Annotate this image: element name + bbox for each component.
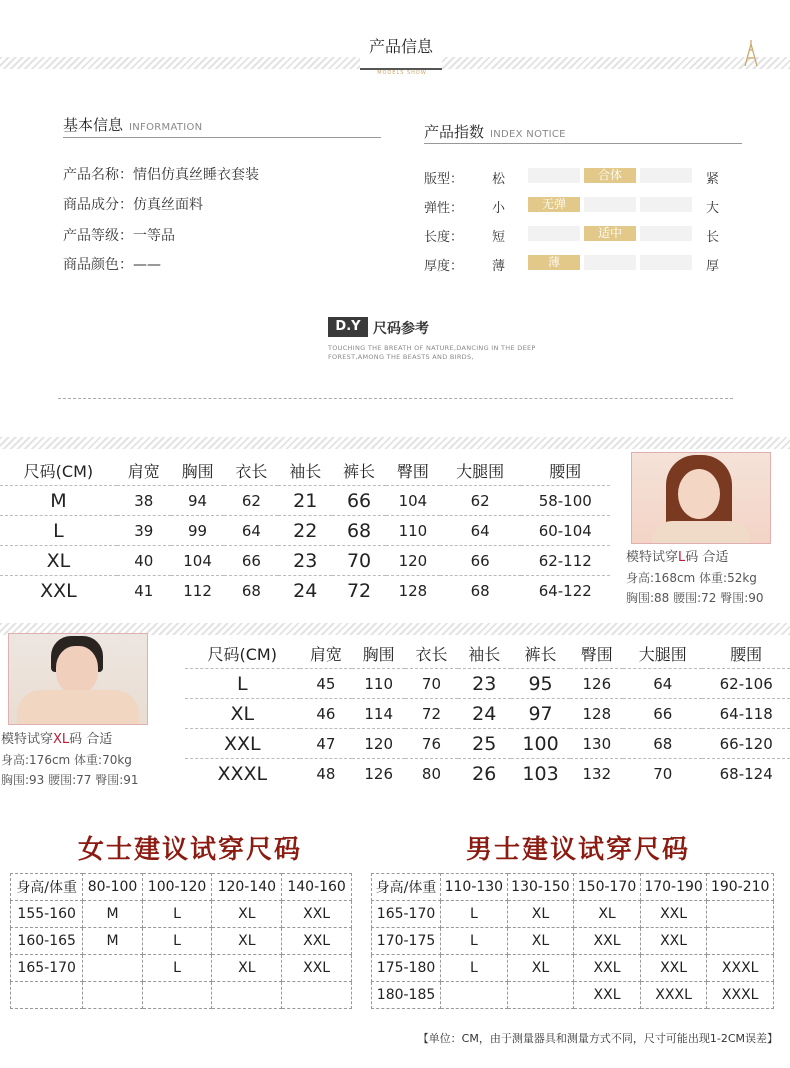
- table-cell: L: [441, 955, 508, 982]
- table-cell: L: [441, 928, 508, 955]
- table-cell: 66: [440, 546, 521, 576]
- table-cell: 24: [458, 699, 511, 729]
- table-cell: L: [441, 901, 508, 928]
- table-cell: XXL: [282, 901, 352, 928]
- index-label: 长度：: [424, 230, 464, 245]
- index-divider: [424, 143, 742, 144]
- index-max-label: 长: [706, 230, 720, 245]
- table-cell: 64: [440, 516, 521, 546]
- table-cell: 180-185: [372, 982, 441, 1009]
- basic-value: 情侣仿真丝睡衣套装: [133, 167, 259, 183]
- women-table-pattern: [0, 437, 790, 449]
- table-cell: XL: [212, 928, 282, 955]
- index-scale-segment: 合体: [584, 168, 636, 183]
- women-rec-title: 女士建议试穿尺码: [78, 835, 303, 865]
- table-cell: 60-104: [521, 516, 610, 546]
- table-cell: 126: [570, 669, 623, 699]
- table-row: [185, 759, 790, 789]
- table-cell: [83, 982, 142, 1009]
- index-row: [424, 224, 754, 244]
- table-cell: 70: [623, 759, 702, 789]
- women-rec-table: [10, 873, 352, 1009]
- column-header: 大腿围: [638, 645, 687, 664]
- basic-label: 商品成分：: [63, 197, 133, 213]
- table-cell: XXL: [640, 955, 707, 982]
- column-header: 臀围: [580, 645, 613, 664]
- women-fit-size: L: [678, 550, 686, 565]
- column-header: 胸围: [362, 645, 395, 664]
- column-header: 190-210: [707, 874, 774, 901]
- table-cell: 160-165: [11, 928, 83, 955]
- basic-row: [63, 254, 161, 274]
- index-row: [424, 195, 754, 215]
- table-cell: XXL: [574, 928, 641, 955]
- column-header: 肩宽: [309, 645, 342, 664]
- basic-info-heading: [63, 114, 202, 135]
- table-cell: [507, 982, 574, 1009]
- basic-label: 产品名称：: [63, 167, 133, 183]
- table-cell: 66: [332, 486, 386, 516]
- women-size-table: [0, 456, 610, 605]
- index-title: 产品指数: [424, 123, 485, 141]
- table-cell: 104: [386, 486, 440, 516]
- column-header: 腰围: [549, 462, 582, 481]
- column-header: 肩宽: [127, 462, 160, 481]
- table-cell: [707, 928, 774, 955]
- table-header-row: [0, 456, 610, 486]
- table-row: [0, 576, 610, 606]
- table-cell: 130: [570, 729, 623, 759]
- column-header: 170-190: [640, 874, 707, 901]
- table-cell: 45: [300, 669, 353, 699]
- table-cell: XXL: [640, 901, 707, 928]
- table-cell: 110: [352, 669, 405, 699]
- column-header: 腰围: [730, 645, 763, 664]
- dy-logo-text: D.Y: [335, 319, 361, 334]
- basic-row: [63, 225, 175, 245]
- table-row: [0, 486, 610, 516]
- table-cell: 22: [278, 516, 332, 546]
- table-row: [185, 729, 790, 759]
- index-scale-segment: [584, 255, 636, 270]
- table-row: [372, 955, 774, 982]
- table-cell: XXXL: [707, 955, 774, 982]
- table-row: [185, 699, 790, 729]
- table-cell: 64-122: [521, 576, 610, 606]
- column-header: 衣长: [235, 462, 268, 481]
- basic-value: 仿真丝面料: [133, 197, 203, 213]
- column-header: 裤长: [343, 462, 376, 481]
- index-max-label: 厚: [706, 259, 720, 274]
- table-cell: XXL: [574, 982, 641, 1009]
- table-cell: XXL: [574, 955, 641, 982]
- table-cell: XL: [0, 546, 117, 576]
- column-header: 身高/体重: [372, 874, 441, 901]
- table-cell: XXXL: [707, 982, 774, 1009]
- table-cell: 62: [440, 486, 521, 516]
- women-model-body: 身高:168cm 体重:52kg: [626, 571, 757, 585]
- basic-label: 产品等级：: [63, 228, 133, 244]
- table-cell: 21: [278, 486, 332, 516]
- basic-info-title: 基本信息: [63, 116, 124, 134]
- men-model-info: [1, 730, 139, 790]
- table-cell: [142, 982, 212, 1009]
- header-title-box: [360, 30, 442, 70]
- table-cell: 26: [458, 759, 511, 789]
- men-size-table: [185, 639, 790, 788]
- index-scale-segment: [640, 255, 692, 270]
- table-cell: XL: [574, 901, 641, 928]
- men-fit-suffix: 码 合适: [69, 732, 113, 747]
- table-cell: 48: [300, 759, 353, 789]
- table-cell: XL: [212, 955, 282, 982]
- women-fit-suffix: 码 合适: [685, 550, 729, 565]
- table-cell: 64: [224, 516, 278, 546]
- table-cell: 23: [278, 546, 332, 576]
- table-cell: 68: [440, 576, 521, 606]
- column-header: 120-140: [212, 874, 282, 901]
- men-model-measure: 胸围:93 腰围:77 臀围:91: [1, 773, 139, 787]
- index-scale-segment: [640, 168, 692, 183]
- index-max-label: 大: [706, 201, 720, 216]
- table-cell: 128: [570, 699, 623, 729]
- index-title-en: INDEX NOTICE: [490, 129, 566, 140]
- women-model-photo: [631, 452, 771, 544]
- table-cell: XXL: [0, 576, 117, 606]
- table-cell: 95: [511, 669, 571, 699]
- table-cell: XXL: [282, 955, 352, 982]
- table-cell: 38: [117, 486, 171, 516]
- table-cell: [441, 982, 508, 1009]
- section-divider: [58, 398, 733, 399]
- table-cell: M: [83, 928, 142, 955]
- index-row: [424, 253, 754, 273]
- table-cell: M: [0, 486, 117, 516]
- index-scale-segment: [640, 226, 692, 241]
- column-header: 袖长: [468, 645, 501, 664]
- column-header: 裤长: [524, 645, 557, 664]
- table-cell: 120: [386, 546, 440, 576]
- table-cell: 64-118: [702, 699, 790, 729]
- table-cell: XL: [185, 699, 300, 729]
- basic-info-divider: [63, 137, 381, 138]
- table-cell: 23: [458, 669, 511, 699]
- women-model-info: [626, 548, 764, 608]
- index-scale-segment: 适中: [584, 226, 636, 241]
- table-cell: 24: [278, 576, 332, 606]
- table-cell: L: [142, 901, 212, 928]
- index-heading: [424, 121, 566, 142]
- size-ref-title: 尺码参考: [373, 321, 429, 337]
- table-cell: [282, 982, 352, 1009]
- basic-value: ——: [133, 257, 161, 273]
- basic-label: 商品颜色：: [63, 257, 133, 273]
- men-model-photo: [8, 633, 148, 725]
- table-row: [11, 982, 352, 1009]
- index-label: 版型：: [424, 172, 464, 187]
- women-fit-prefix: 模特试穿: [626, 550, 679, 565]
- table-cell: XXL: [185, 729, 300, 759]
- table-cell: 97: [511, 699, 571, 729]
- table-row: [11, 955, 352, 982]
- basic-row: [63, 194, 203, 214]
- column-header: 大腿围: [456, 462, 505, 481]
- table-cell: 68: [224, 576, 278, 606]
- table-row: [11, 901, 352, 928]
- size-ref-tagline-2: FOREST,AMONG THE BEASTS AND BIRDS,: [328, 353, 474, 361]
- table-cell: 100: [511, 729, 571, 759]
- men-fit-prefix: 模特试穿: [1, 732, 54, 747]
- table-cell: 72: [405, 699, 458, 729]
- table-cell: 68: [332, 516, 386, 546]
- table-cell: 99: [171, 516, 225, 546]
- table-cell: 94: [171, 486, 225, 516]
- column-header: 尺码(CM): [23, 462, 94, 481]
- table-cell: 103: [511, 759, 571, 789]
- table-cell: XL: [507, 901, 574, 928]
- table-cell: [707, 901, 774, 928]
- index-scale-segment: 薄: [528, 255, 580, 270]
- table-cell: 155-160: [11, 901, 83, 928]
- table-cell: XXXL: [640, 982, 707, 1009]
- header-subtitle: MODELS SHOW: [377, 70, 427, 76]
- table-cell: 62-112: [521, 546, 610, 576]
- column-header: 衣长: [415, 645, 448, 664]
- table-cell: 104: [171, 546, 225, 576]
- table-cell: L: [142, 928, 212, 955]
- column-header: 110-130: [441, 874, 508, 901]
- table-cell: XL: [507, 928, 574, 955]
- size-ref-tagline-1: TOUCHING THE BREATH OF NATURE,DANCING IN THE DEEP: [328, 344, 536, 352]
- men-model-body: 身高:176cm 体重:70kg: [1, 753, 132, 767]
- table-cell: [212, 982, 282, 1009]
- table-cell: 62-106: [702, 669, 790, 699]
- table-cell: XL: [212, 901, 282, 928]
- table-cell: [83, 955, 142, 982]
- table-cell: 68: [623, 729, 702, 759]
- table-cell: 66: [224, 546, 278, 576]
- index-scale-segment: [528, 168, 580, 183]
- table-cell: 47: [300, 729, 353, 759]
- dy-logo: [328, 317, 368, 337]
- table-cell: 39: [117, 516, 171, 546]
- table-header-row: [185, 639, 790, 669]
- table-cell: M: [83, 901, 142, 928]
- column-header: 100-120: [142, 874, 212, 901]
- table-cell: 41: [117, 576, 171, 606]
- table-cell: 165-170: [372, 901, 441, 928]
- table-cell: 64: [623, 669, 702, 699]
- column-header: 150-170: [574, 874, 641, 901]
- tower-icon: [744, 40, 758, 66]
- table-cell: 128: [386, 576, 440, 606]
- basic-value: 一等品: [133, 228, 175, 244]
- index-max-label: 紧: [706, 172, 720, 187]
- index-label: 厚度：: [424, 259, 464, 274]
- men-fit-size: XL: [53, 732, 70, 747]
- basic-row: [63, 164, 259, 184]
- index-min-label: 短: [492, 230, 506, 245]
- table-header-row: [11, 874, 352, 901]
- column-header: 袖长: [289, 462, 322, 481]
- table-row: [185, 669, 790, 699]
- basic-info-title-en: INFORMATION: [129, 122, 203, 133]
- page-title: 产品信息: [368, 37, 433, 56]
- column-header: 140-160: [282, 874, 352, 901]
- table-cell: 25: [458, 729, 511, 759]
- index-scale-segment: [584, 197, 636, 212]
- table-cell: 70: [332, 546, 386, 576]
- table-row: [11, 928, 352, 955]
- index-min-label: 松: [492, 172, 506, 187]
- table-cell: XXXL: [185, 759, 300, 789]
- table-cell: 112: [171, 576, 225, 606]
- index-row: [424, 166, 754, 186]
- column-header: 胸围: [181, 462, 214, 481]
- table-row: [0, 516, 610, 546]
- table-cell: XXL: [282, 928, 352, 955]
- index-min-label: 小: [492, 201, 506, 216]
- table-cell: 165-170: [11, 955, 83, 982]
- table-cell: L: [185, 669, 300, 699]
- men-rec-table: [371, 873, 774, 1009]
- column-header: 尺码(CM): [207, 645, 277, 664]
- table-cell: 120: [352, 729, 405, 759]
- table-header-row: [372, 874, 774, 901]
- table-cell: 72: [332, 576, 386, 606]
- table-row: [372, 928, 774, 955]
- table-cell: [11, 982, 83, 1009]
- index-scale-segment: 无弹: [528, 197, 580, 212]
- table-cell: 175-180: [372, 955, 441, 982]
- table-row: [372, 901, 774, 928]
- table-cell: 62: [224, 486, 278, 516]
- table-cell: XL: [507, 955, 574, 982]
- column-header: 130-150: [507, 874, 574, 901]
- table-cell: 110: [386, 516, 440, 546]
- table-cell: 58-100: [521, 486, 610, 516]
- women-model-measure: 胸围:88 腰围:72 臀围:90: [626, 591, 764, 605]
- table-cell: L: [142, 955, 212, 982]
- table-cell: 66-120: [702, 729, 790, 759]
- table-row: [372, 982, 774, 1009]
- table-cell: 68-124: [702, 759, 790, 789]
- table-cell: L: [0, 516, 117, 546]
- column-header: 臀围: [396, 462, 429, 481]
- column-header: 身高/体重: [11, 874, 83, 901]
- index-min-label: 薄: [492, 259, 506, 274]
- table-cell: 46: [300, 699, 353, 729]
- index-scale-segment: [528, 226, 580, 241]
- table-cell: 40: [117, 546, 171, 576]
- table-cell: 126: [352, 759, 405, 789]
- table-cell: 66: [623, 699, 702, 729]
- table-cell: 76: [405, 729, 458, 759]
- table-cell: 170-175: [372, 928, 441, 955]
- table-cell: 70: [405, 669, 458, 699]
- column-header: 80-100: [83, 874, 142, 901]
- index-scale-segment: [640, 197, 692, 212]
- table-cell: 114: [352, 699, 405, 729]
- table-cell: XXL: [640, 928, 707, 955]
- index-label: 弹性：: [424, 201, 464, 216]
- table-cell: 80: [405, 759, 458, 789]
- footnote: 【单位：CM，由于测量器具和测量方式不同，尺寸可能出现1-2CM误差】: [417, 1032, 778, 1045]
- men-rec-title: 男士建议试穿尺码: [466, 835, 691, 865]
- table-row: [0, 546, 610, 576]
- table-cell: 132: [570, 759, 623, 789]
